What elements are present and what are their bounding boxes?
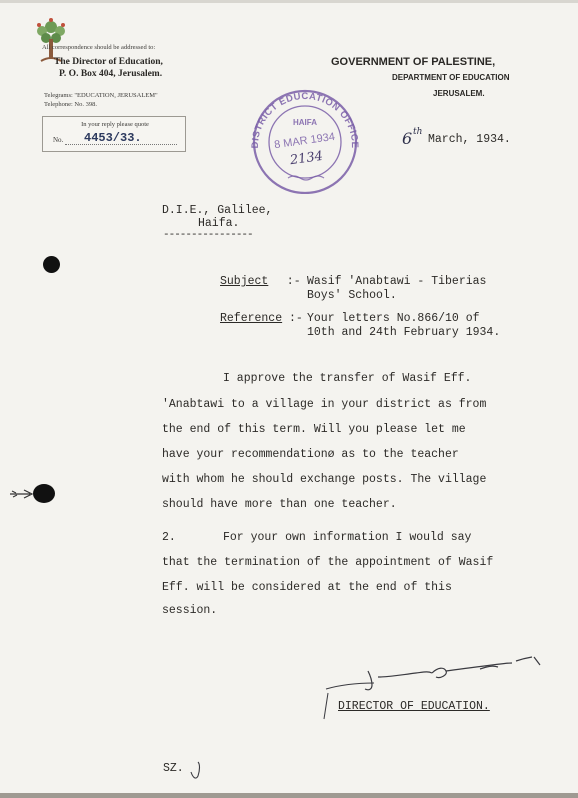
body-para1-line2: 'Anabtawi to a village in your district as from — [162, 398, 487, 411]
scan-bottom-edge — [0, 793, 578, 798]
addressee: The Director of Education, — [54, 57, 163, 67]
reference-line1: Your letters No.866/10 of — [307, 312, 480, 325]
reference-line2: 10th and 24th February 1934. — [307, 326, 501, 339]
subject-label: Subject — [220, 275, 269, 288]
reference-separator: :- — [289, 312, 303, 325]
date-day: 6 — [402, 129, 413, 148]
body-para1-line4: have your recommendationø as to the teacher — [162, 448, 459, 461]
reply-no-label: No. — [53, 136, 64, 144]
telegrams: Telegrams: "EDUCATION, JERUSALEM" — [44, 92, 158, 99]
body-para2-number: 2. — [162, 531, 176, 544]
recipient-rule: ---------------- — [163, 229, 253, 241]
margin-arrow-mark-icon — [8, 487, 36, 501]
stamp-ring-text: DISTRICT EDUCATION OFFICE — [249, 90, 361, 149]
body-para2-line4: session. — [162, 604, 218, 617]
address-note: All correspondence should be addressed to: — [42, 44, 156, 51]
scan-top-edge — [0, 0, 578, 3]
handwritten-signature — [320, 655, 550, 725]
punch-hole-bottom — [33, 484, 55, 503]
recipient-line1: D.I.E., Galilee, — [162, 204, 273, 217]
punch-hole-top — [43, 256, 60, 273]
body-para1-line6: should have more than one teacher. — [162, 498, 397, 511]
stamp-handwritten-number: 2134 — [289, 148, 324, 169]
body-para1-line5: with whom he should exchange posts. The village — [162, 473, 487, 486]
body-para2-line2: that the termination of the appointment of Wasif — [162, 556, 494, 569]
subject-separator: :- — [273, 275, 301, 288]
reply-reference-box — [42, 116, 186, 152]
district-education-office-stamp — [244, 86, 366, 194]
body-para1-line1: I approve the transfer of Wasif Eff. — [223, 372, 472, 385]
reply-number: 4453/33. — [84, 131, 142, 145]
signature-title: DIRECTOR OF EDUCATION. — [338, 700, 490, 713]
telephone: Telephone: No. 398. — [44, 101, 97, 108]
handwritten-tick-mark-icon — [188, 760, 204, 784]
reply-caption: In your reply please quote — [81, 121, 149, 128]
date-suffix: th — [413, 127, 423, 137]
subject-line2: Boys' School. — [307, 289, 397, 302]
department-city: JERUSALEM. — [433, 89, 485, 98]
stamp-date: 8 MAR 1934 — [273, 130, 336, 152]
government-title: GOVERNMENT OF PALESTINE, — [331, 56, 496, 68]
date-rest: March, 1934. — [428, 133, 511, 146]
body-para1-line3: the end of this term. Will you please let me — [162, 423, 466, 436]
po-box: P. O. Box 404, Jerusalem. — [59, 69, 163, 79]
department-name: DEPARTMENT OF EDUCATION — [392, 73, 510, 82]
stamp-place: HAIFA — [293, 118, 317, 127]
subject-line1: Wasif 'Anabtawi - Tiberias — [307, 275, 487, 288]
typist-initials: SZ. — [163, 762, 184, 775]
body-para2-line1: For your own information I would say — [223, 531, 472, 544]
body-para2-line3: Eff. will be considered at the end of this — [162, 581, 452, 594]
recipient-line2: Haifa. — [198, 217, 240, 230]
reference-label: Reference — [220, 312, 283, 325]
